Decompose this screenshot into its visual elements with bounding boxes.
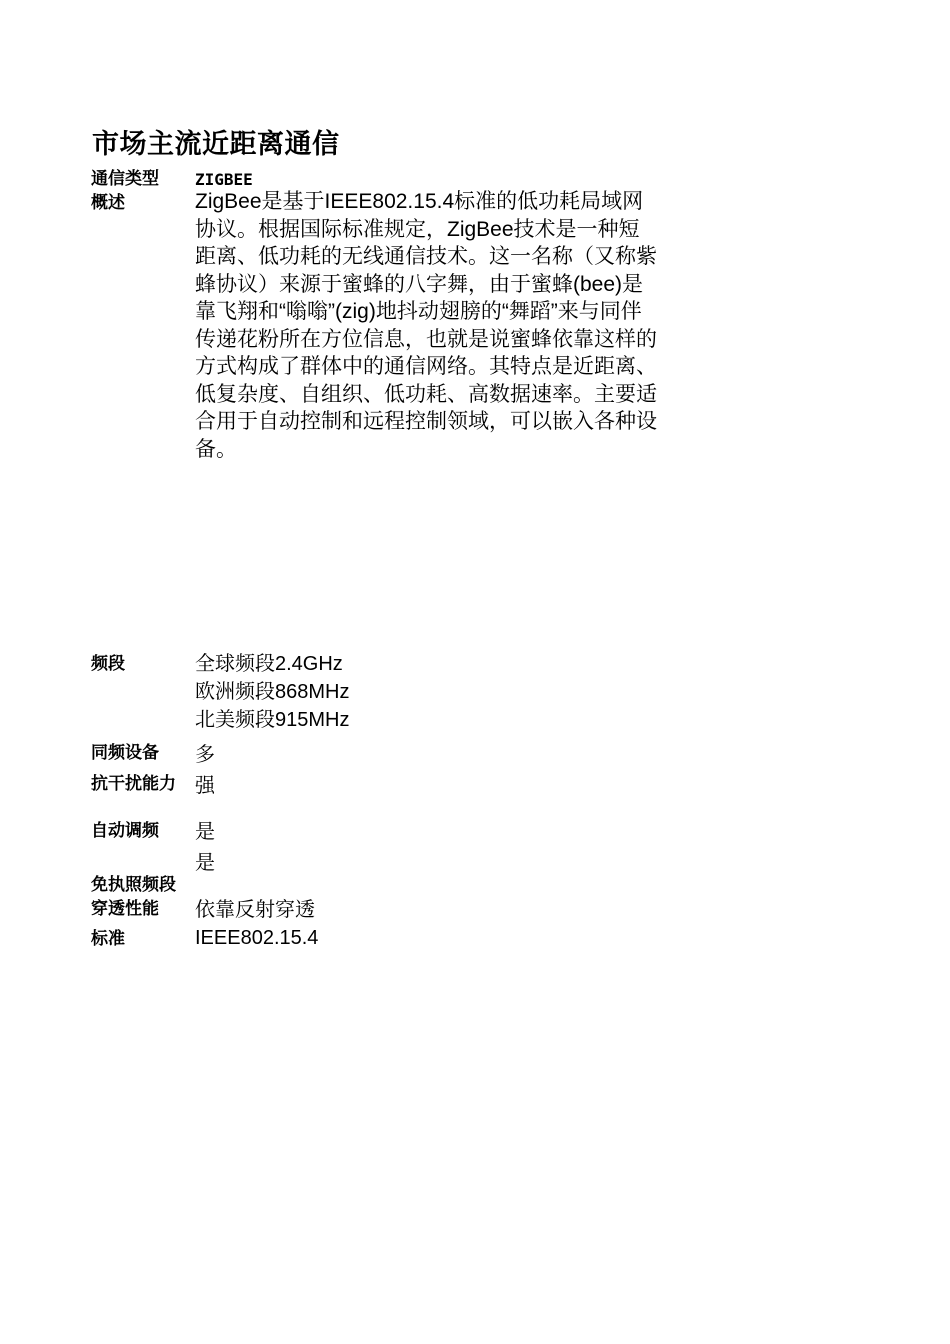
overview-text xyxy=(195,188,695,463)
band-line: 北美频段915MHz xyxy=(195,709,350,731)
overview-line: 传递花粉所在方位信息，也就是说蜜蜂依靠这样的 xyxy=(195,327,657,351)
type-value: ZIGBEE xyxy=(195,170,253,189)
cochannel-label: 同频设备 xyxy=(91,743,159,763)
band-values xyxy=(195,650,349,734)
standard-value: IEEE802.15.4 xyxy=(195,927,319,949)
penetration-label: 穿透性能 xyxy=(91,899,159,919)
overview-line: 协议。根据国际标准规定，ZigBee技术是一种短 xyxy=(195,217,640,241)
cochannel-value: 多 xyxy=(195,742,215,766)
band-line: 欧洲频段868MHz xyxy=(195,681,350,703)
overview-line: 方式构成了群体中的通信网络。其特点是近距离、 xyxy=(195,355,657,378)
overview-line: 合用于自动控制和远程控制领域，可以嵌入各种设 xyxy=(195,410,657,433)
overview-line: 低复杂度、自组织、低功耗、高数据速率。主要适 xyxy=(195,382,657,406)
license-free-value: 是 xyxy=(195,850,215,874)
band-line: 全球频段2.4GHz xyxy=(195,653,343,675)
anti-interference-value: 强 xyxy=(195,773,215,797)
anti-interference-label: 抗干扰能力 xyxy=(91,774,176,794)
overview-line: 距离、低功耗的无线通信技术。这一名称（又称紫 xyxy=(195,245,657,268)
auto-hop-label: 自动调频 xyxy=(91,821,159,841)
overview-line: ZigBee是基于IEEE802.15.4标准的低功耗局域网 xyxy=(195,190,644,213)
overview-line: 蜂协议）来源于蜜蜂的八字舞，由于蜜蜂(bee)是 xyxy=(195,272,644,296)
penetration-value: 依靠反射穿透 xyxy=(195,897,315,921)
auto-hop-value: 是 xyxy=(195,819,215,843)
overview-line: 靠飞翔和“嗡嗡”(zig)地抖动翅膀的“舞蹈”来与同伴 xyxy=(195,300,642,323)
overview-label: 概述 xyxy=(91,193,125,213)
type-label: 通信类型 xyxy=(91,169,159,189)
license-free-label: 免执照频段 xyxy=(91,875,176,895)
overview-line: 备。 xyxy=(195,437,237,461)
standard-label: 标准 xyxy=(91,929,125,949)
page-title: 市场主流近距离通信 xyxy=(92,129,340,160)
band-label: 频段 xyxy=(91,654,125,674)
